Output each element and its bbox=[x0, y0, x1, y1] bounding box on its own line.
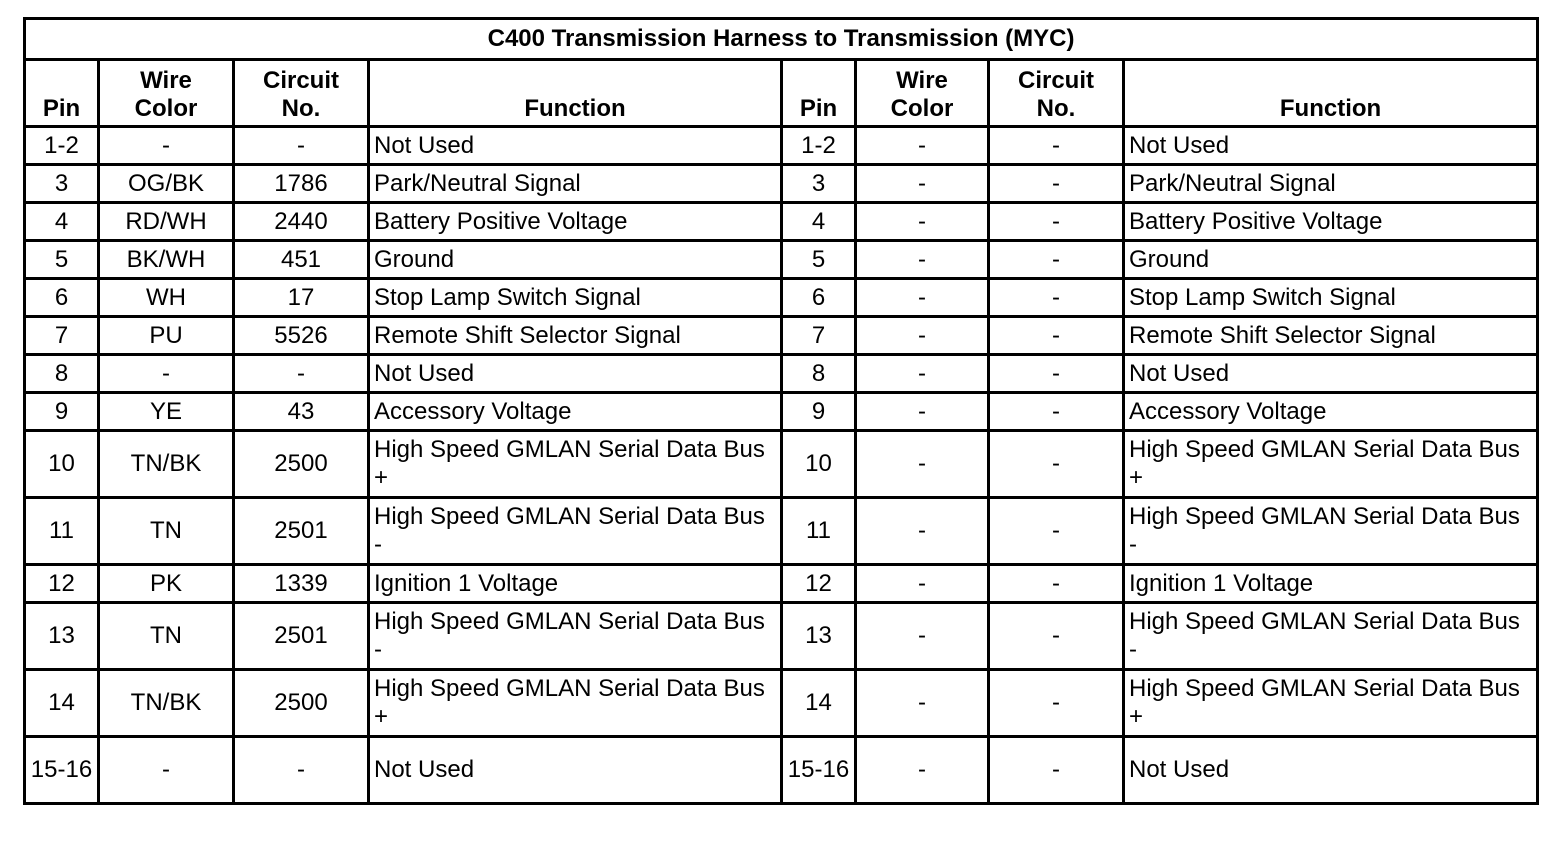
pin-cell: 9 bbox=[782, 393, 856, 431]
circuit-cell: - bbox=[989, 565, 1124, 603]
circuit-cell: - bbox=[989, 498, 1124, 565]
pin-cell: 4 bbox=[25, 203, 99, 241]
function-cell: Ground bbox=[369, 241, 782, 279]
circuit-cell: - bbox=[234, 355, 369, 393]
circuit-cell: - bbox=[989, 165, 1124, 203]
pin-cell: 7 bbox=[782, 317, 856, 355]
header-pin: Pin bbox=[782, 60, 856, 127]
pin-cell: 3 bbox=[782, 165, 856, 203]
wire-color-cell: - bbox=[856, 127, 989, 165]
function-cell: Park/Neutral Signal bbox=[369, 165, 782, 203]
wire-color-cell: - bbox=[856, 603, 989, 670]
circuit-cell: - bbox=[989, 317, 1124, 355]
pin-cell: 7 bbox=[25, 317, 99, 355]
function-cell: Remote Shift Selector Signal bbox=[369, 317, 782, 355]
function-cell: Not Used bbox=[1124, 355, 1538, 393]
circuit-cell: 17 bbox=[234, 279, 369, 317]
pin-cell: 4 bbox=[782, 203, 856, 241]
circuit-cell: 2501 bbox=[234, 498, 369, 565]
circuit-cell: - bbox=[234, 737, 369, 804]
circuit-cell: - bbox=[989, 431, 1124, 498]
function-cell: High Speed GMLAN Serial Data Bus - bbox=[1124, 498, 1538, 565]
pin-cell: 12 bbox=[782, 565, 856, 603]
wire-color-cell: - bbox=[856, 279, 989, 317]
pin-cell: 13 bbox=[782, 603, 856, 670]
wire-color-cell: WH bbox=[99, 279, 234, 317]
header-function: Function bbox=[1124, 60, 1538, 127]
function-cell: High Speed GMLAN Serial Data Bus + bbox=[1124, 431, 1538, 498]
function-cell: High Speed GMLAN Serial Data Bus - bbox=[369, 498, 782, 565]
pin-cell: 3 bbox=[25, 165, 99, 203]
table-row bbox=[25, 317, 1538, 355]
table-row bbox=[25, 737, 1538, 804]
header-function: Function bbox=[369, 60, 782, 127]
wire-color-cell: TN/BK bbox=[99, 431, 234, 498]
table-body bbox=[25, 127, 1538, 804]
wire-color-cell: TN bbox=[99, 498, 234, 565]
pin-cell: 11 bbox=[25, 498, 99, 565]
header-wire-color: Wire Color bbox=[856, 60, 989, 127]
function-cell: Battery Positive Voltage bbox=[1124, 203, 1538, 241]
function-cell: High Speed GMLAN Serial Data Bus - bbox=[369, 603, 782, 670]
pin-cell: 9 bbox=[25, 393, 99, 431]
table-row bbox=[25, 498, 1538, 565]
pin-cell: 15-16 bbox=[782, 737, 856, 804]
circuit-cell: 2440 bbox=[234, 203, 369, 241]
circuit-cell: - bbox=[989, 603, 1124, 670]
function-cell: Not Used bbox=[1124, 127, 1538, 165]
wire-color-cell: - bbox=[856, 317, 989, 355]
circuit-cell: 2500 bbox=[234, 670, 369, 737]
table-row bbox=[25, 603, 1538, 670]
table-row bbox=[25, 203, 1538, 241]
circuit-cell: 2501 bbox=[234, 603, 369, 670]
function-cell: Park/Neutral Signal bbox=[1124, 165, 1538, 203]
wire-color-cell: OG/BK bbox=[99, 165, 234, 203]
circuit-cell: - bbox=[989, 355, 1124, 393]
header-wire-color: Wire Color bbox=[99, 60, 234, 127]
wire-color-cell: - bbox=[856, 393, 989, 431]
function-cell: Stop Lamp Switch Signal bbox=[1124, 279, 1538, 317]
wire-color-cell: TN bbox=[99, 603, 234, 670]
wire-color-cell: - bbox=[856, 203, 989, 241]
pin-cell: 5 bbox=[782, 241, 856, 279]
pin-cell: 6 bbox=[782, 279, 856, 317]
function-cell: High Speed GMLAN Serial Data Bus + bbox=[1124, 670, 1538, 737]
function-cell: Not Used bbox=[1124, 737, 1538, 804]
circuit-cell: 43 bbox=[234, 393, 369, 431]
function-cell: High Speed GMLAN Serial Data Bus + bbox=[369, 670, 782, 737]
table-title: C400 Transmission Harness to Transmission (MYC) bbox=[25, 19, 1538, 60]
pin-cell: 8 bbox=[782, 355, 856, 393]
header-pin: Pin bbox=[25, 60, 99, 127]
circuit-cell: 1786 bbox=[234, 165, 369, 203]
pin-cell: 14 bbox=[782, 670, 856, 737]
pin-cell: 14 bbox=[25, 670, 99, 737]
wire-color-cell: PK bbox=[99, 565, 234, 603]
wire-color-cell: - bbox=[99, 737, 234, 804]
table-row bbox=[25, 393, 1538, 431]
function-cell: Ignition 1 Voltage bbox=[1124, 565, 1538, 603]
circuit-cell: - bbox=[989, 279, 1124, 317]
circuit-cell: - bbox=[989, 670, 1124, 737]
circuit-cell: 5526 bbox=[234, 317, 369, 355]
wire-color-cell: - bbox=[856, 431, 989, 498]
wire-color-cell: YE bbox=[99, 393, 234, 431]
function-cell: Accessory Voltage bbox=[1124, 393, 1538, 431]
function-cell: Ground bbox=[1124, 241, 1538, 279]
wire-color-cell: PU bbox=[99, 317, 234, 355]
wire-color-cell: - bbox=[99, 127, 234, 165]
pin-cell: 10 bbox=[782, 431, 856, 498]
function-cell: Remote Shift Selector Signal bbox=[1124, 317, 1538, 355]
pin-cell: 6 bbox=[25, 279, 99, 317]
circuit-cell: - bbox=[989, 203, 1124, 241]
wire-color-cell: - bbox=[856, 355, 989, 393]
function-cell: Battery Positive Voltage bbox=[369, 203, 782, 241]
wire-color-cell: - bbox=[856, 165, 989, 203]
pin-cell: 1-2 bbox=[782, 127, 856, 165]
circuit-cell: 1339 bbox=[234, 565, 369, 603]
table-row bbox=[25, 565, 1538, 603]
table-row bbox=[25, 355, 1538, 393]
function-cell: Stop Lamp Switch Signal bbox=[369, 279, 782, 317]
wire-color-cell: - bbox=[856, 498, 989, 565]
pin-cell: 13 bbox=[25, 603, 99, 670]
wire-color-cell: - bbox=[856, 737, 989, 804]
table-row bbox=[25, 127, 1538, 165]
circuit-cell: - bbox=[989, 393, 1124, 431]
wire-color-cell: BK/WH bbox=[99, 241, 234, 279]
function-cell: High Speed GMLAN Serial Data Bus + bbox=[369, 431, 782, 498]
table-row bbox=[25, 241, 1538, 279]
wire-color-cell: - bbox=[99, 355, 234, 393]
function-cell: Not Used bbox=[369, 355, 782, 393]
wire-color-cell: - bbox=[856, 565, 989, 603]
pin-cell: 12 bbox=[25, 565, 99, 603]
table-row bbox=[25, 670, 1538, 737]
wire-color-cell: - bbox=[856, 241, 989, 279]
circuit-cell: - bbox=[989, 737, 1124, 804]
pin-cell: 15-16 bbox=[25, 737, 99, 804]
table-row bbox=[25, 431, 1538, 498]
pin-cell: 10 bbox=[25, 431, 99, 498]
circuit-cell: 451 bbox=[234, 241, 369, 279]
header-circuit-no: Circuit No. bbox=[989, 60, 1124, 127]
pin-cell: 11 bbox=[782, 498, 856, 565]
wire-color-cell: TN/BK bbox=[99, 670, 234, 737]
pin-cell: 1-2 bbox=[25, 127, 99, 165]
pin-cell: 5 bbox=[25, 241, 99, 279]
circuit-cell: - bbox=[989, 127, 1124, 165]
connector-pinout-table bbox=[23, 17, 1539, 805]
circuit-cell: - bbox=[989, 241, 1124, 279]
wire-color-cell: RD/WH bbox=[99, 203, 234, 241]
circuit-cell: - bbox=[234, 127, 369, 165]
wire-color-cell: - bbox=[856, 670, 989, 737]
table-row bbox=[25, 279, 1538, 317]
table-row bbox=[25, 165, 1538, 203]
circuit-cell: 2500 bbox=[234, 431, 369, 498]
header-row bbox=[25, 60, 1538, 127]
function-cell: Ignition 1 Voltage bbox=[369, 565, 782, 603]
function-cell: Not Used bbox=[369, 127, 782, 165]
header-circuit-no: Circuit No. bbox=[234, 60, 369, 127]
function-cell: Accessory Voltage bbox=[369, 393, 782, 431]
pin-cell: 8 bbox=[25, 355, 99, 393]
function-cell: Not Used bbox=[369, 737, 782, 804]
function-cell: High Speed GMLAN Serial Data Bus - bbox=[1124, 603, 1538, 670]
